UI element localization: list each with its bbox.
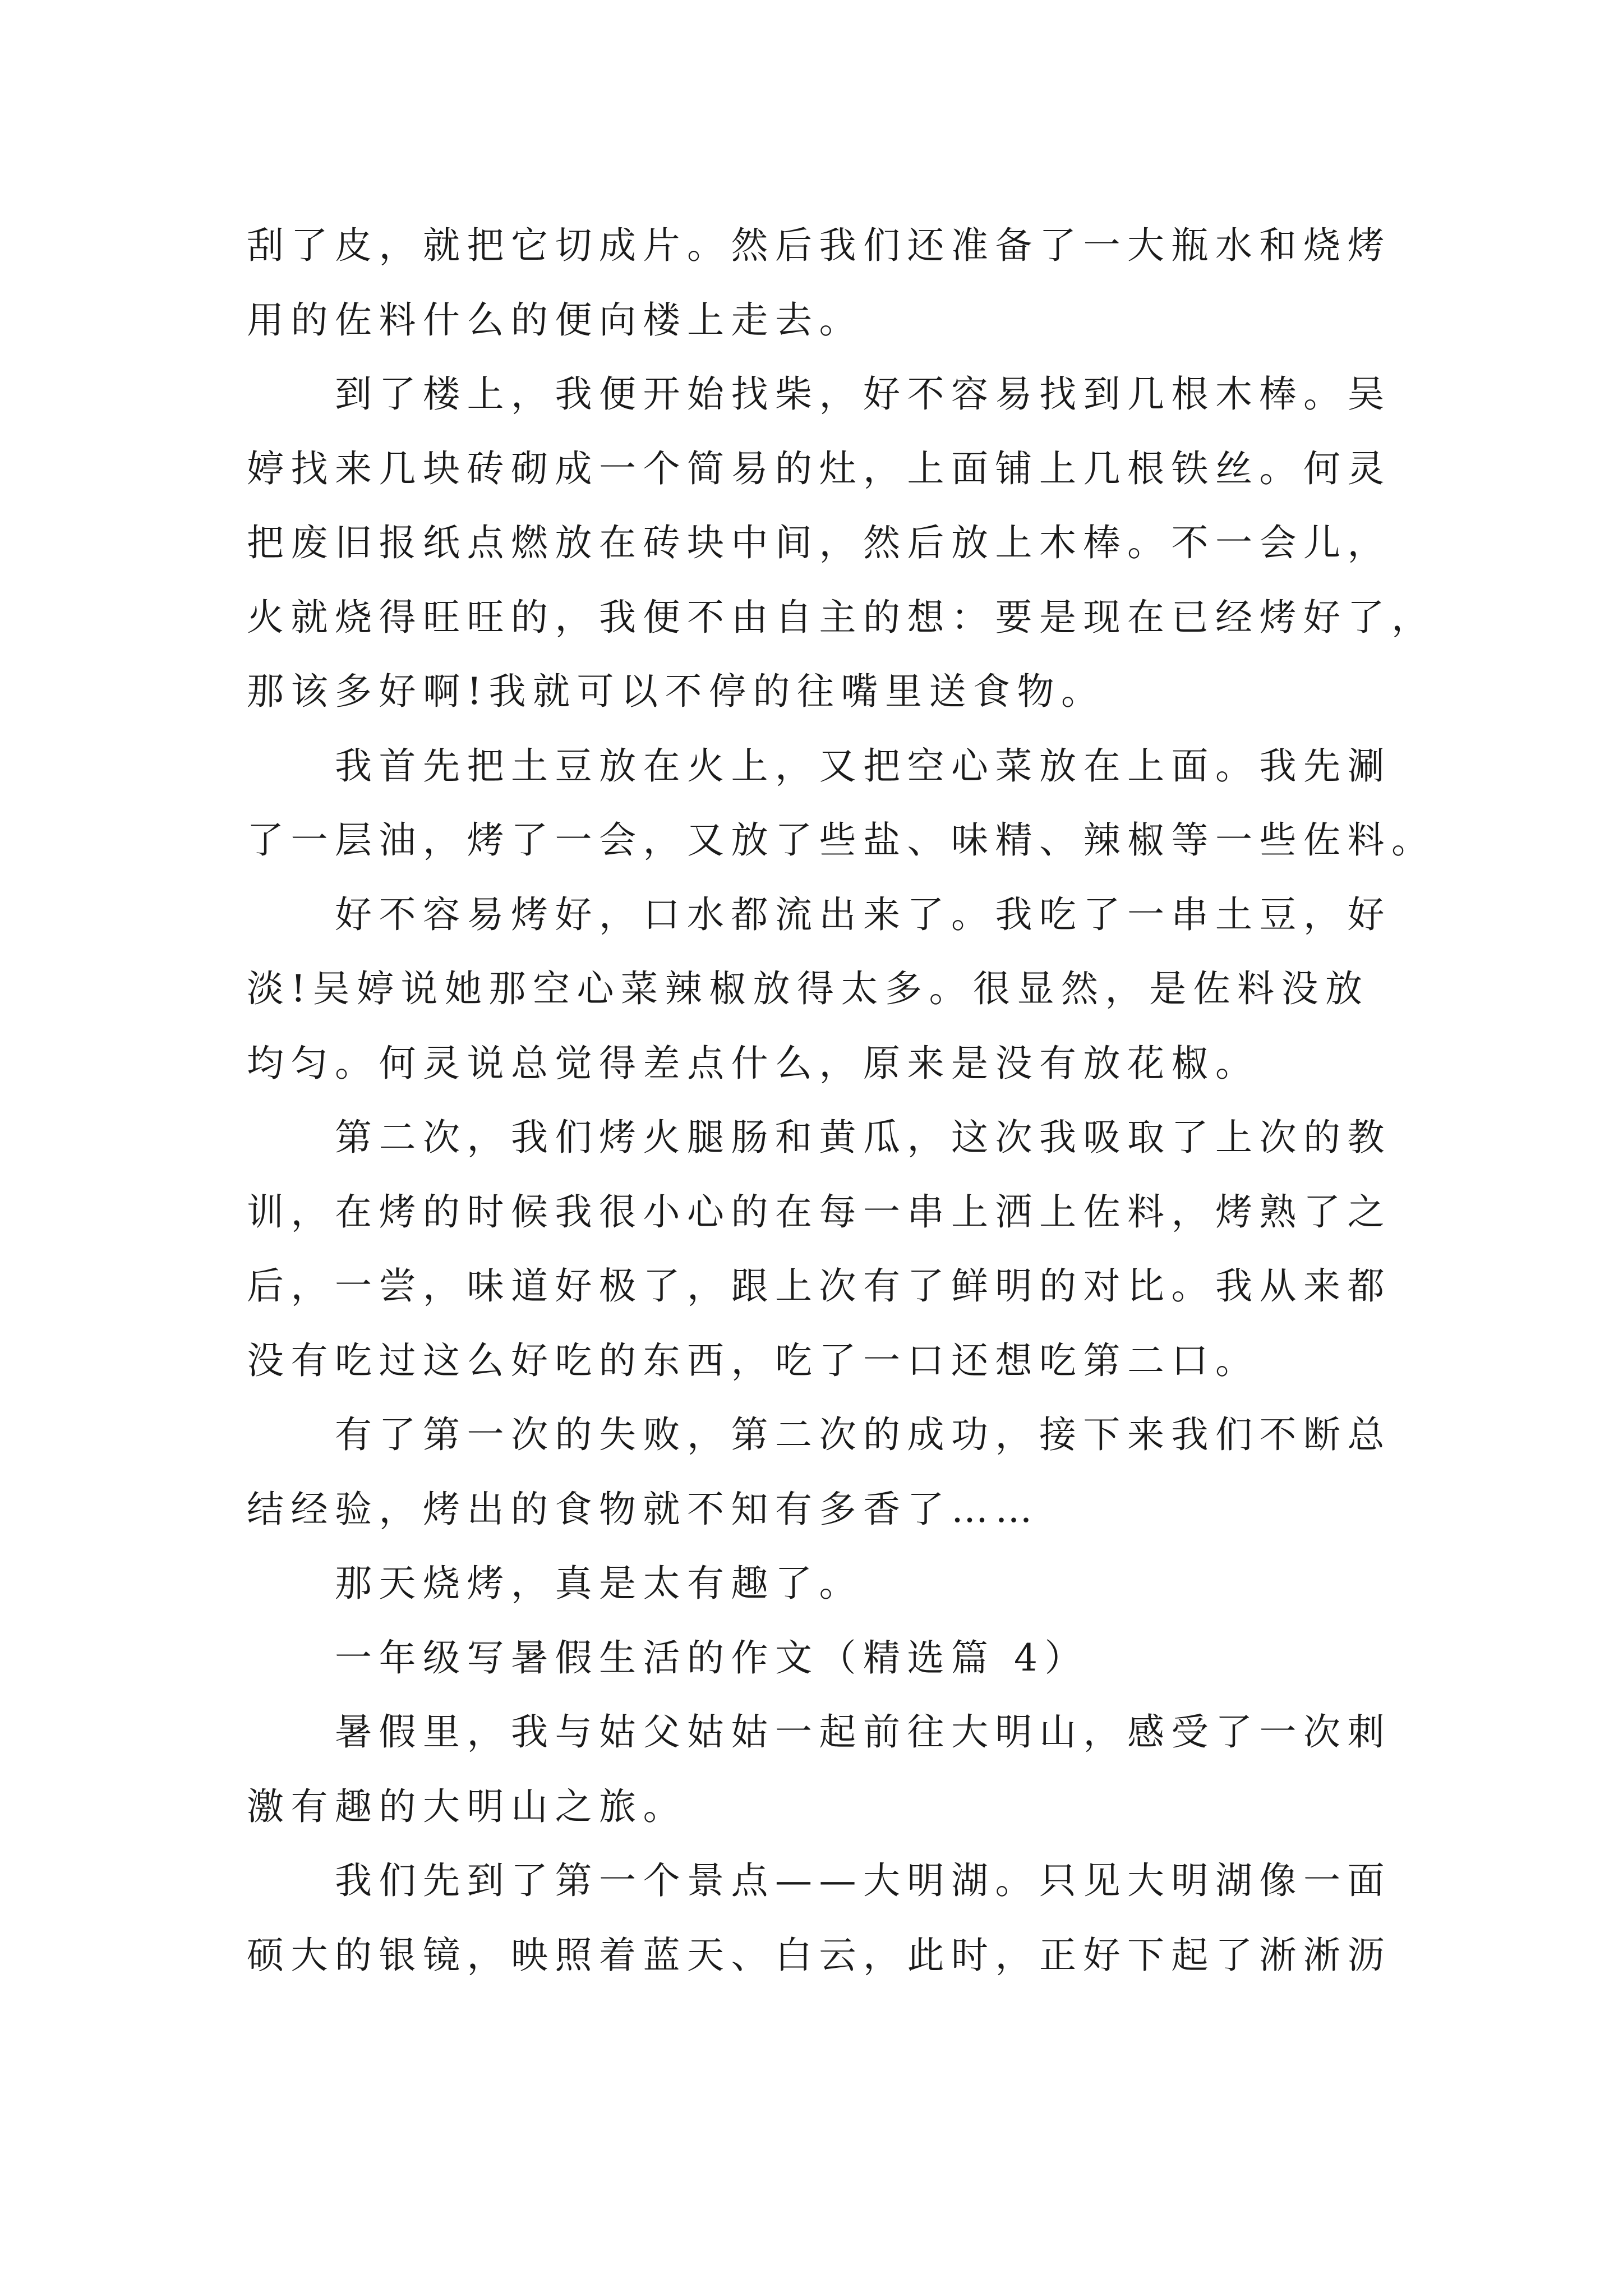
text-line: 激有趣的大明山之旅。: [247, 1784, 687, 1828]
paragraph-start-line: 我们先到了第一个景点——大明湖。只见大明湖像一面: [335, 1859, 1391, 1902]
text-line: 训，在烤的时候我很小心的在每一串上洒上佐料，烤熟了之: [247, 1190, 1391, 1234]
paragraph-start-line: 有了第一次的失败，第二次的成功，接下来我们不断总: [335, 1413, 1391, 1456]
text-line: 后，一尝，味道好极了，跟上次有了鲜明的对比。我从来都: [247, 1264, 1391, 1308]
body-text: [247, 209, 1436, 1993]
text-line: 淡!吴婷说她那空心菜辣椒放得太多。很显然，是佐料没放: [247, 967, 1370, 1010]
paragraph-start-line: 那天烧烤，真是太有趣了。: [335, 1562, 863, 1605]
paragraph-start-line: 好不容易烤好，口水都流出来了。我吃了一串土豆，好: [335, 892, 1391, 936]
text-line: 均匀。何灵说总觉得差点什么，原来是没有放花椒。: [247, 1041, 1260, 1085]
text-line: 没有吃过这么好吃的东西，吃了一口还想吃第二口。: [247, 1338, 1260, 1382]
text-line: 刮了皮，就把它切成片。然后我们还准备了一大瓶水和烧烤: [247, 224, 1391, 267]
text-line: 火就烧得旺旺的，我便不由自主的想：要是现在已经烤好了，: [247, 595, 1436, 639]
text-line: 那该多好啊!我就可以不停的往嘴里送食物。: [247, 670, 1105, 713]
paragraph-start-line: 第二次，我们烤火腿肠和黄瓜，这次我吸取了上次的教: [335, 1116, 1391, 1159]
text-line: 硕大的银镜，映照着蓝天、白云，此时，正好下起了淅淅沥: [247, 1933, 1391, 1977]
text-line: 结经验，烤出的食物就不知有多香了……: [247, 1487, 1039, 1531]
text-line: 把废旧报纸点燃放在砖块中间，然后放上木棒。不一会儿，: [247, 521, 1391, 564]
section-heading: 一年级写暑假生活的作文（精选篇 4）: [335, 1636, 1089, 1680]
paragraph-start-line: 到了楼上，我便开始找柴，好不容易找到几根木棒。吴: [335, 372, 1391, 416]
paragraph-start-line: 暑假里，我与姑父姑姑一起前往大明山，感受了一次刺: [335, 1710, 1391, 1754]
text-line: 用的佐料什么的便向楼上走去。: [247, 298, 863, 342]
text-line: 婷找来几块砖砌成一个简易的灶，上面铺上几根铁丝。何灵: [247, 447, 1391, 490]
paragraph-start-line: 我首先把土豆放在火上，又把空心菜放在上面。我先涮: [335, 744, 1391, 788]
text-line: 了一层油，烤了一会，又放了些盐、味精、辣椒等一些佐料。: [247, 818, 1436, 862]
